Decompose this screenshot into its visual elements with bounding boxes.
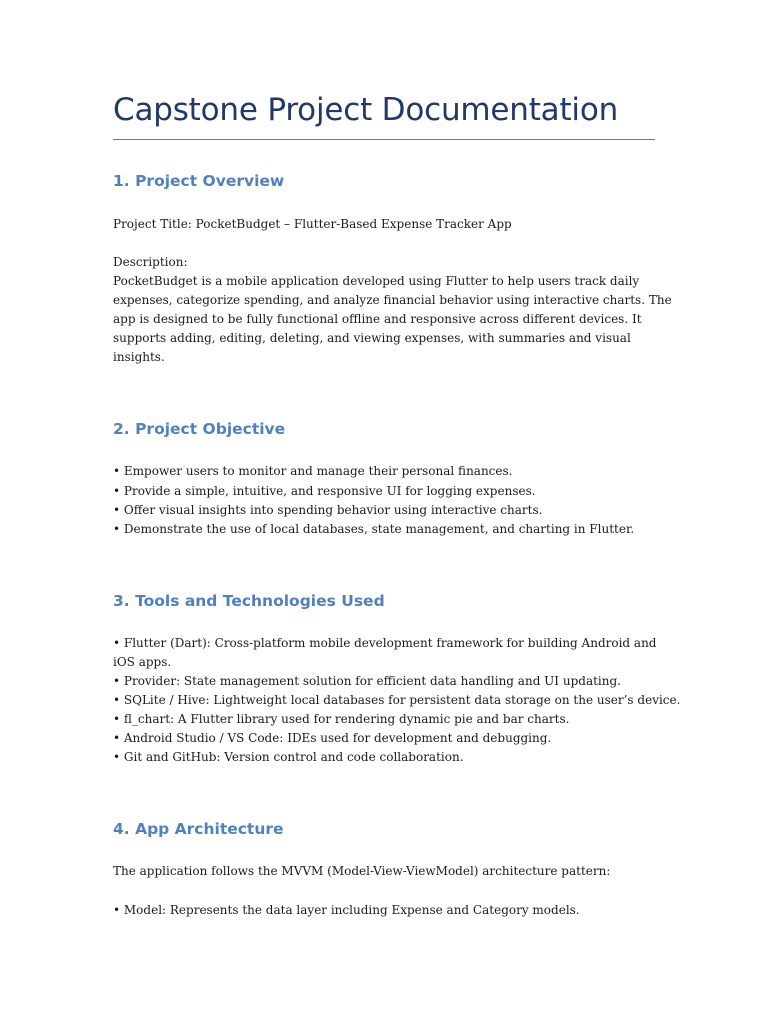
description-line: PocketBudget is a mobile application developed using Flutter to help users track daily xyxy=(113,274,640,288)
tools-bullet: • Provider: State management solution for efficient data handling and UI updating. xyxy=(113,674,621,688)
architecture-bullet: • Model: Represents the data layer including Expense and Category models. xyxy=(113,903,580,917)
objective-bullet: • Demonstrate the use of local databases, state management, and charting in Flutter. xyxy=(113,522,635,536)
description-line: app is designed to be fully functional offline and responsive across different devices. It xyxy=(113,312,642,326)
description-line: insights. xyxy=(113,350,165,364)
title-divider xyxy=(113,139,655,140)
tools-bullet: iOS apps. xyxy=(113,655,172,669)
architecture-intro: The application follows the MVVM (Model-View-ViewModel) architecture pattern: xyxy=(113,864,611,878)
objective-bullet: • Empower users to monitor and manage their personal finances. xyxy=(113,464,513,478)
tools-bullet: • Android Studio / VS Code: IDEs used for development and debugging. xyxy=(113,731,552,745)
tools-bullet: • fl_chart: A Flutter library used for rendering dynamic pie and bar charts. xyxy=(113,712,570,726)
section-heading-overview: 1. Project Overview xyxy=(113,172,285,190)
tools-bullet: • Git and GitHub: Version control and code collaboration. xyxy=(113,750,464,764)
section-heading-objective: 2. Project Objective xyxy=(113,420,286,438)
objective-bullet: • Offer visual insights into spending behavior using interactive charts. xyxy=(113,503,543,517)
tools-bullet: • SQLite / Hive: Lightweight local databases for persistent data storage on the user’s device. xyxy=(113,693,681,707)
description-label: Description: xyxy=(113,255,188,269)
section-heading-architecture: 4. App Architecture xyxy=(113,820,284,838)
document-title: Capstone Project Documentation xyxy=(113,92,619,128)
objective-bullet: • Provide a simple, intuitive, and responsive UI for logging expenses. xyxy=(113,484,536,498)
description-line: expenses, categorize spending, and analyze financial behavior using interactive charts. The xyxy=(113,293,672,307)
section-heading-tools: 3. Tools and Technologies Used xyxy=(113,592,385,610)
tools-bullet: • Flutter (Dart): Cross-platform mobile development framework for building Android and xyxy=(113,636,657,650)
description-line: supports adding, editing, deleting, and viewing expenses, with summaries and visual xyxy=(113,331,631,345)
project-title-line: Project Title: PocketBudget – Flutter-Based Expense Tracker App xyxy=(113,217,512,231)
